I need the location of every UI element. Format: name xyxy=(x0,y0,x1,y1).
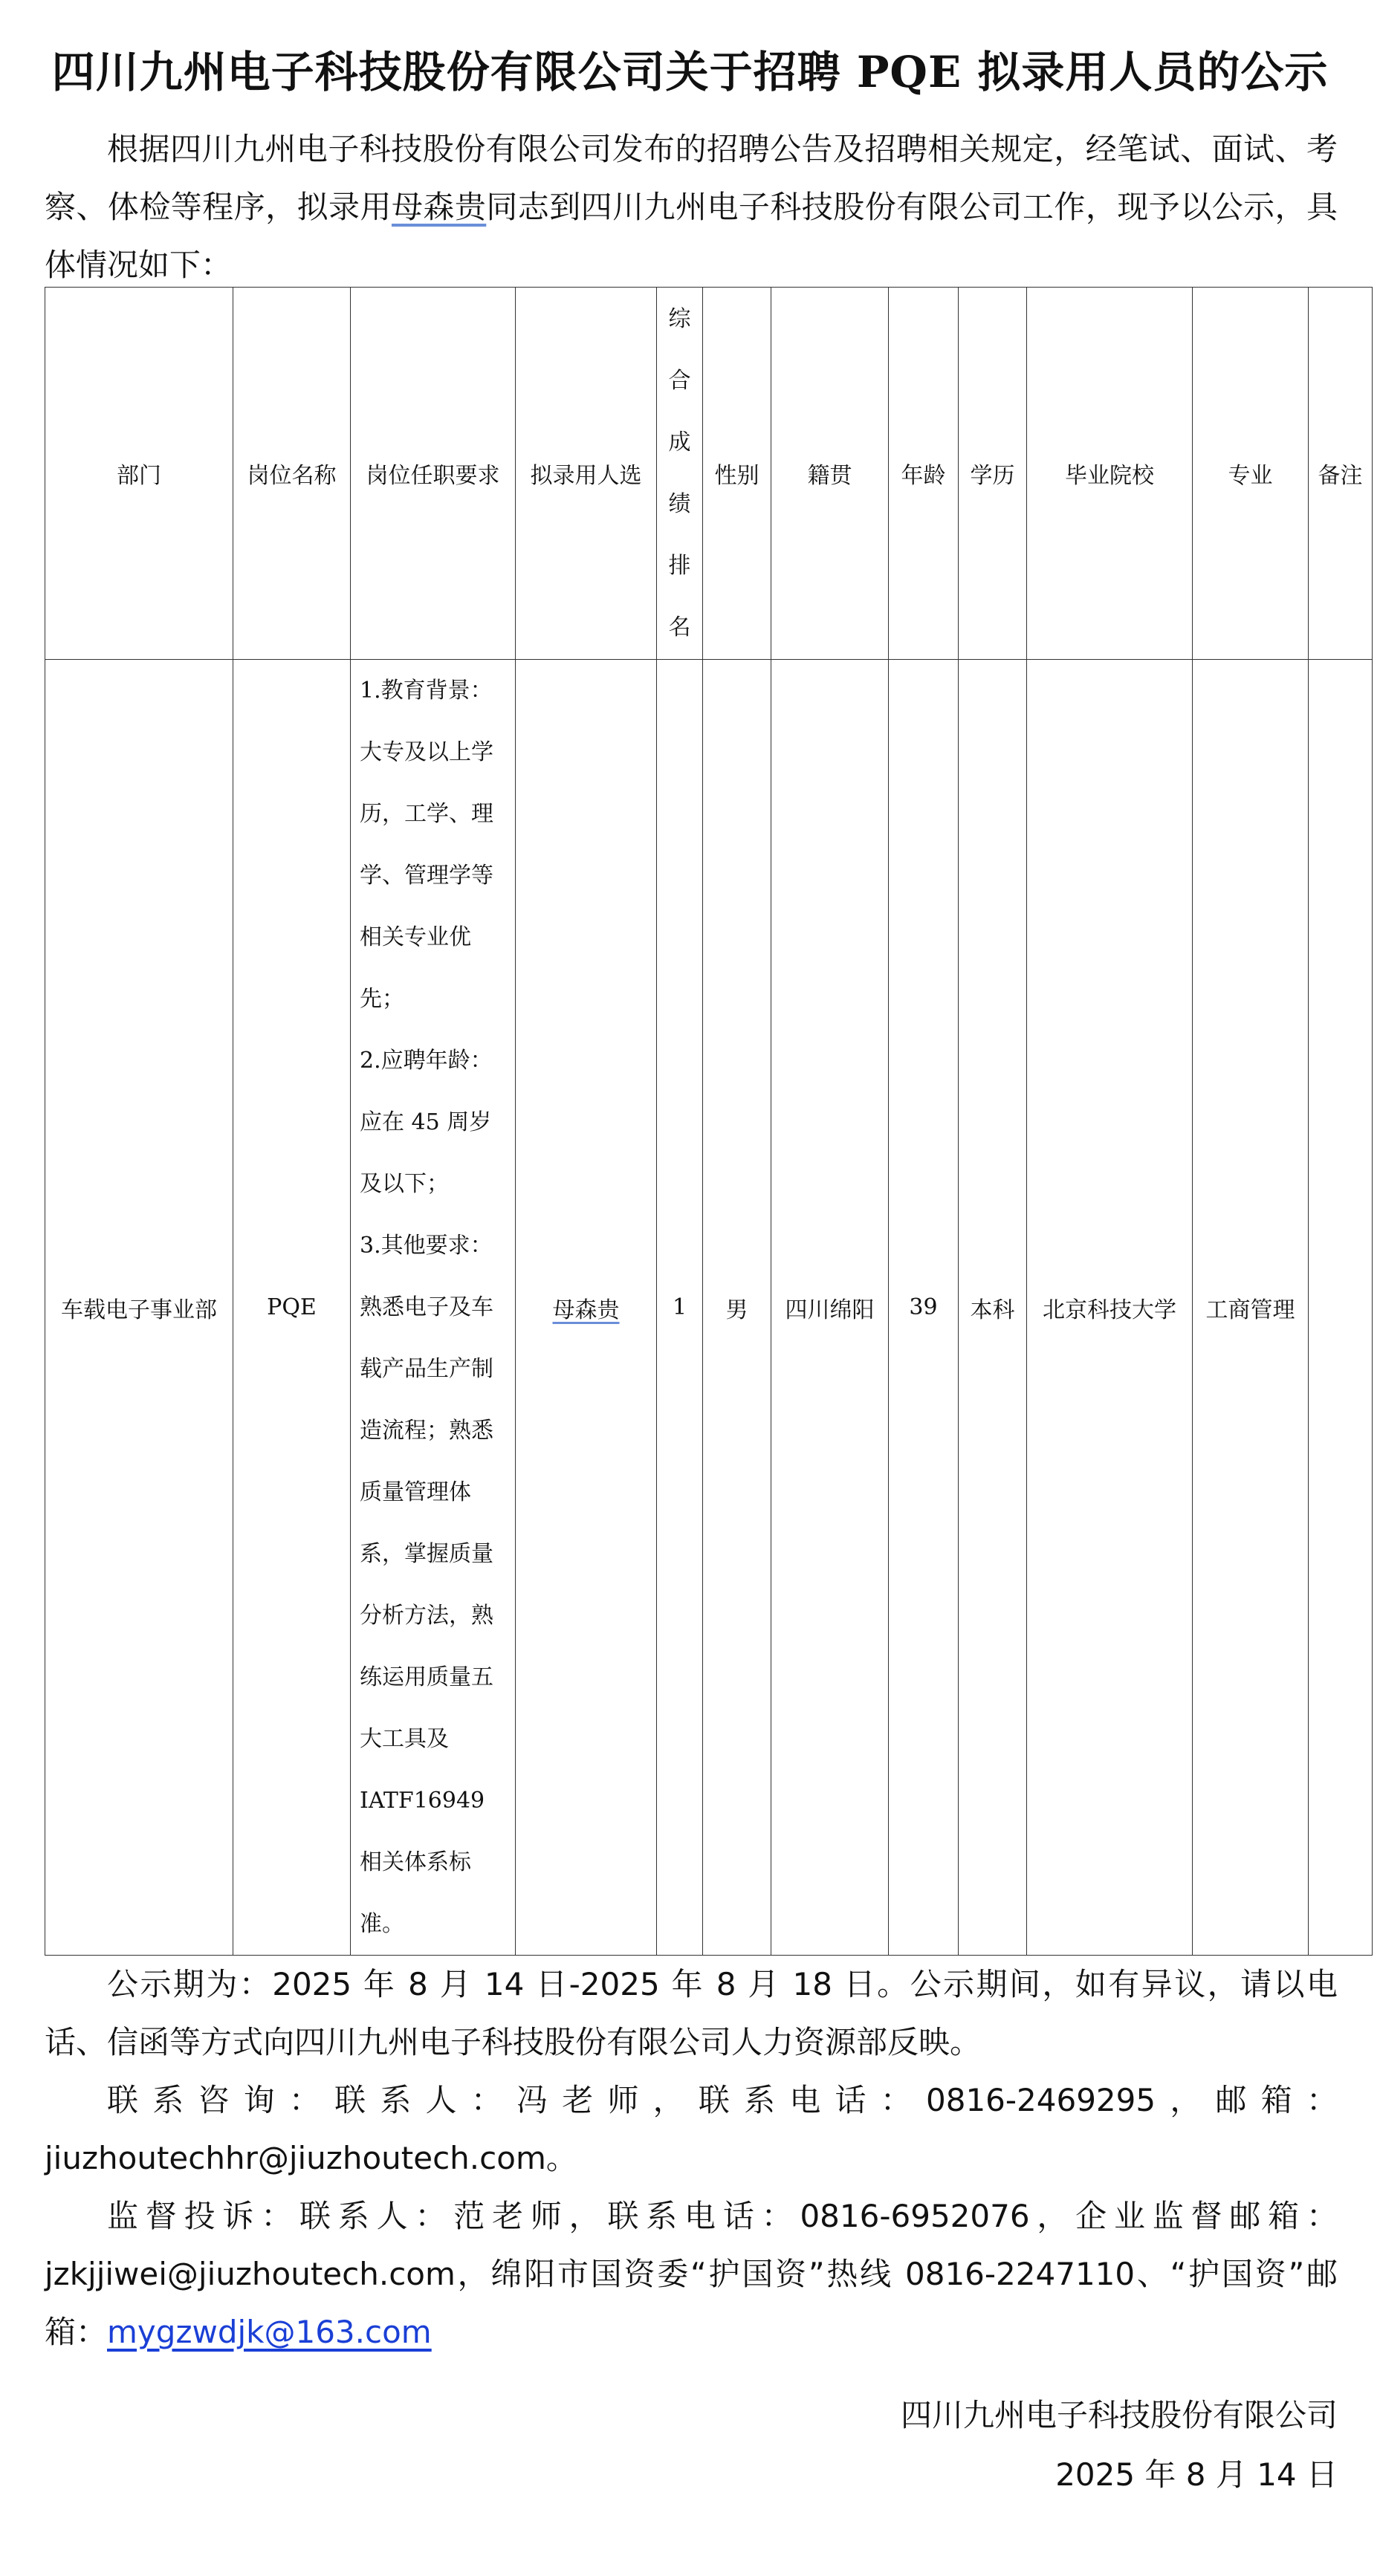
header-remark: 备注 xyxy=(1309,288,1373,660)
requirement-other: 3.其他要求：熟悉电子及车载产品生产制造流程；熟悉质量管理体系，掌握质量分析方法，熟练运用质量五大工具及 IATF16949 相关体系标准。 xyxy=(360,1233,493,1937)
table-header-row xyxy=(45,288,1373,660)
header-school: 毕业院校 xyxy=(1027,288,1193,660)
cell-remark xyxy=(1309,660,1373,1956)
cell-education: 本科 xyxy=(959,660,1027,1956)
requirement-age: 2.应聘年龄：应在 45 周岁及以下； xyxy=(360,1048,493,1197)
cell-requirements xyxy=(351,660,516,1956)
supervise-paragraph xyxy=(45,2187,1338,2361)
header-major: 专业 xyxy=(1193,288,1309,660)
intro-text-after: 同志到四川九州电子科技股份有限公司工作，现予以公示，具体情况如下： xyxy=(45,189,1338,283)
cell-school: 北京科技大学 xyxy=(1027,660,1193,1956)
period-paragraph: 公示期为：2025 年 8 月 14 日-2025 年 8 月 18 日。公示期间，如有异议，请以电话、信函等方式向四川九州电子科技股份有限公司人力资源部反映。 xyxy=(45,1966,1338,2060)
intro-candidate-name: 母森贵 xyxy=(391,189,487,225)
supervise-email-link[interactable]: mygzwdjk@163.com xyxy=(107,2314,432,2350)
cell-major: 工商管理 xyxy=(1193,660,1309,1956)
candidate-table xyxy=(45,287,1373,1956)
header-education: 学历 xyxy=(959,288,1027,660)
cell-hometown: 四川绵阳 xyxy=(771,660,889,1956)
table-row xyxy=(45,660,1373,1956)
header-age: 年龄 xyxy=(889,288,959,660)
header-rank-cell xyxy=(657,288,703,660)
contact-paragraph: 联系咨询：联系人：冯老师，联系电话：0816-2469295，邮箱：jiuzhoutechhr@jiuzhoutech.com。 xyxy=(45,2082,1338,2176)
supervise-text: 监督投诉：联系人：范老师，联系电话：0816-6952076，企业监督邮箱：jzkjjiwei@jiuzhoutech.com，绵阳市国资委“护国资”热线 0816-2247110、“护国资”邮箱： xyxy=(45,2198,1338,2350)
header-department: 部门 xyxy=(45,288,233,660)
header-hometown: 籍贯 xyxy=(771,288,889,660)
header-requirements: 岗位任职要求 xyxy=(351,288,516,660)
cell-gender: 男 xyxy=(703,660,771,1956)
cell-rank: 1 xyxy=(657,660,703,1956)
signature-date: 2025 年 8 月 14 日 xyxy=(1055,2456,1338,2493)
cell-candidate: 母森贵 xyxy=(552,1297,620,1323)
cell-candidate-wrap xyxy=(516,660,657,1956)
cell-position: PQE xyxy=(233,660,351,1956)
cell-age: 39 xyxy=(889,660,959,1956)
requirement-education: 1.教育背景：大专及以上学历，工学、理学、管理学等相关专业优先； xyxy=(360,678,493,1012)
intro-paragraph xyxy=(45,120,1338,294)
header-position: 岗位名称 xyxy=(233,288,351,660)
header-candidate: 拟录用人选 xyxy=(516,288,657,660)
notice-title: 四川九州电子科技股份有限公司关于招聘 PQE 拟录用人员的公示 xyxy=(51,47,1329,97)
signature-company: 四川九州电子科技股份有限公司 xyxy=(900,2397,1338,2433)
cell-department: 车载电子事业部 xyxy=(45,660,233,1956)
header-gender: 性别 xyxy=(703,288,771,660)
header-rank: 综合成绩排名 xyxy=(668,306,691,640)
intro-text-before: 根据四川九州电子科技股份有限公司发布的招聘公告及招聘相关规定，经笔试、面试、考察、体检等程序，拟录用 xyxy=(45,131,1338,225)
